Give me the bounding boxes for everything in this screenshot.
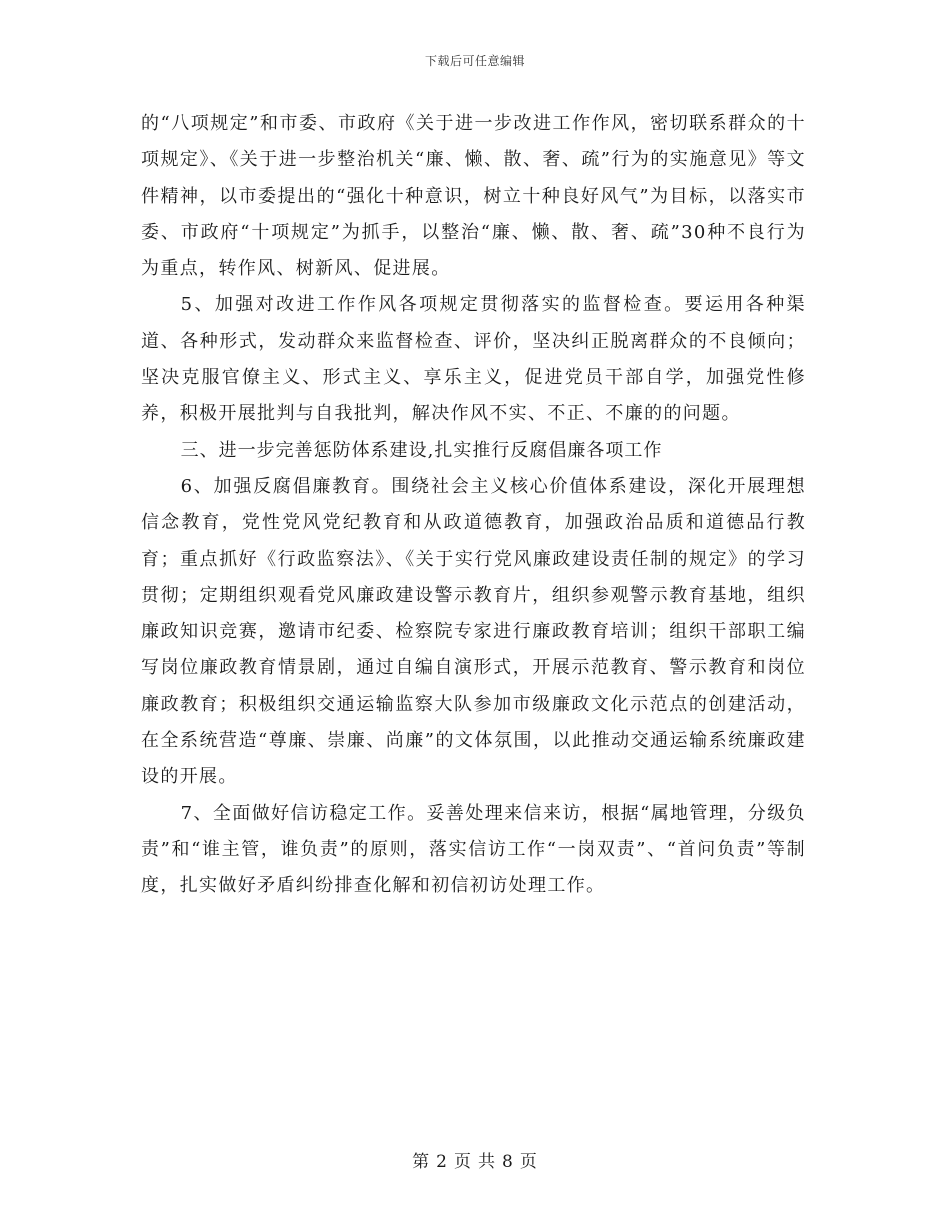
paragraph-continued: 的“八项规定”和市委、市政府《关于进一步改进工作作风，密切联系群众的十项规定》、《关于进一步整治机关“廉、懒、散、奢、疏”行为的实施意见》等文件精神，以市委提出的“强化十种意识，树立十种良好风气”为目标，以落实市委、市政府“十项规定”为抓手，以整治“廉、懒、散、奢、疏”30种不良行为为重点，转作风、树新风、促进展。: [141, 113, 806, 280]
footer-total-pages: 8: [502, 1152, 514, 1172]
section-heading-3: 三、进一步完善惩防体系建设,扎实推行反腐倡廉各项工作: [180, 439, 663, 461]
footer-total-prefix: 共: [478, 1152, 496, 1172]
footer-total-suffix: 页: [519, 1152, 538, 1172]
page-footer: [0, 1147, 950, 1172]
page-header-note: 下载后可任意编辑: [424, 54, 525, 68]
footer-page-prefix: 第: [412, 1152, 431, 1172]
paragraph-item-6: 6、加强反腐倡廉教育。围绕社会主义核心价值体系建设，深化开展理想信念教育，党性党风党纪教育和从政道德教育，加强政治品质和道德品行教育；重点抓好《行政监察法》、《关于实行党风廉政建设责任制的规定》的学习贯彻；定期组织观看党风廉政建设警示教育片，组织参观警示教育基地，组织廉政知识竞赛，邀请市纪委、检察院专家进行廉政教育培训；组织干部职工编写岗位廉政教育情景剧，通过自编自演形式，开展示范教育、警示教育和岗位廉政教育；积极组织交通运输监察大队参加市级廉政文化示范点的创建活动，在全系统营造“尊廉、崇廉、尚廉”的文体氛围，以此推动交通运输系统廉政建设的开展。: [141, 475, 806, 788]
paragraph-item-5: 5、加强对改进工作作风各项规定贯彻落实的监督检查。要运用各种渠道、各种形式，发动群众来监督检查、评价，坚决纠正脱离群众的不良倾向；坚决克服官僚主义、形式主义、享乐主义，促进党员干部自学，加强党性修养，积极开展批判与自我批判，解决作风不实、不正、不廉的的问题。: [141, 294, 806, 425]
document-body: [141, 106, 806, 905]
footer-page-word: 页: [454, 1152, 472, 1172]
paragraph-item-7: 7、全面做好信访稳定工作。妥善处理来信来访，根据“属地管理，分级负责”和“谁主管，谁负责”的原则，落实信访工作“一岗双责”、“首问负责”等制度，扎实做好矛盾纠纷排查化解和初信初访处理工作。: [141, 802, 806, 897]
footer-current-page: 2: [436, 1152, 448, 1172]
